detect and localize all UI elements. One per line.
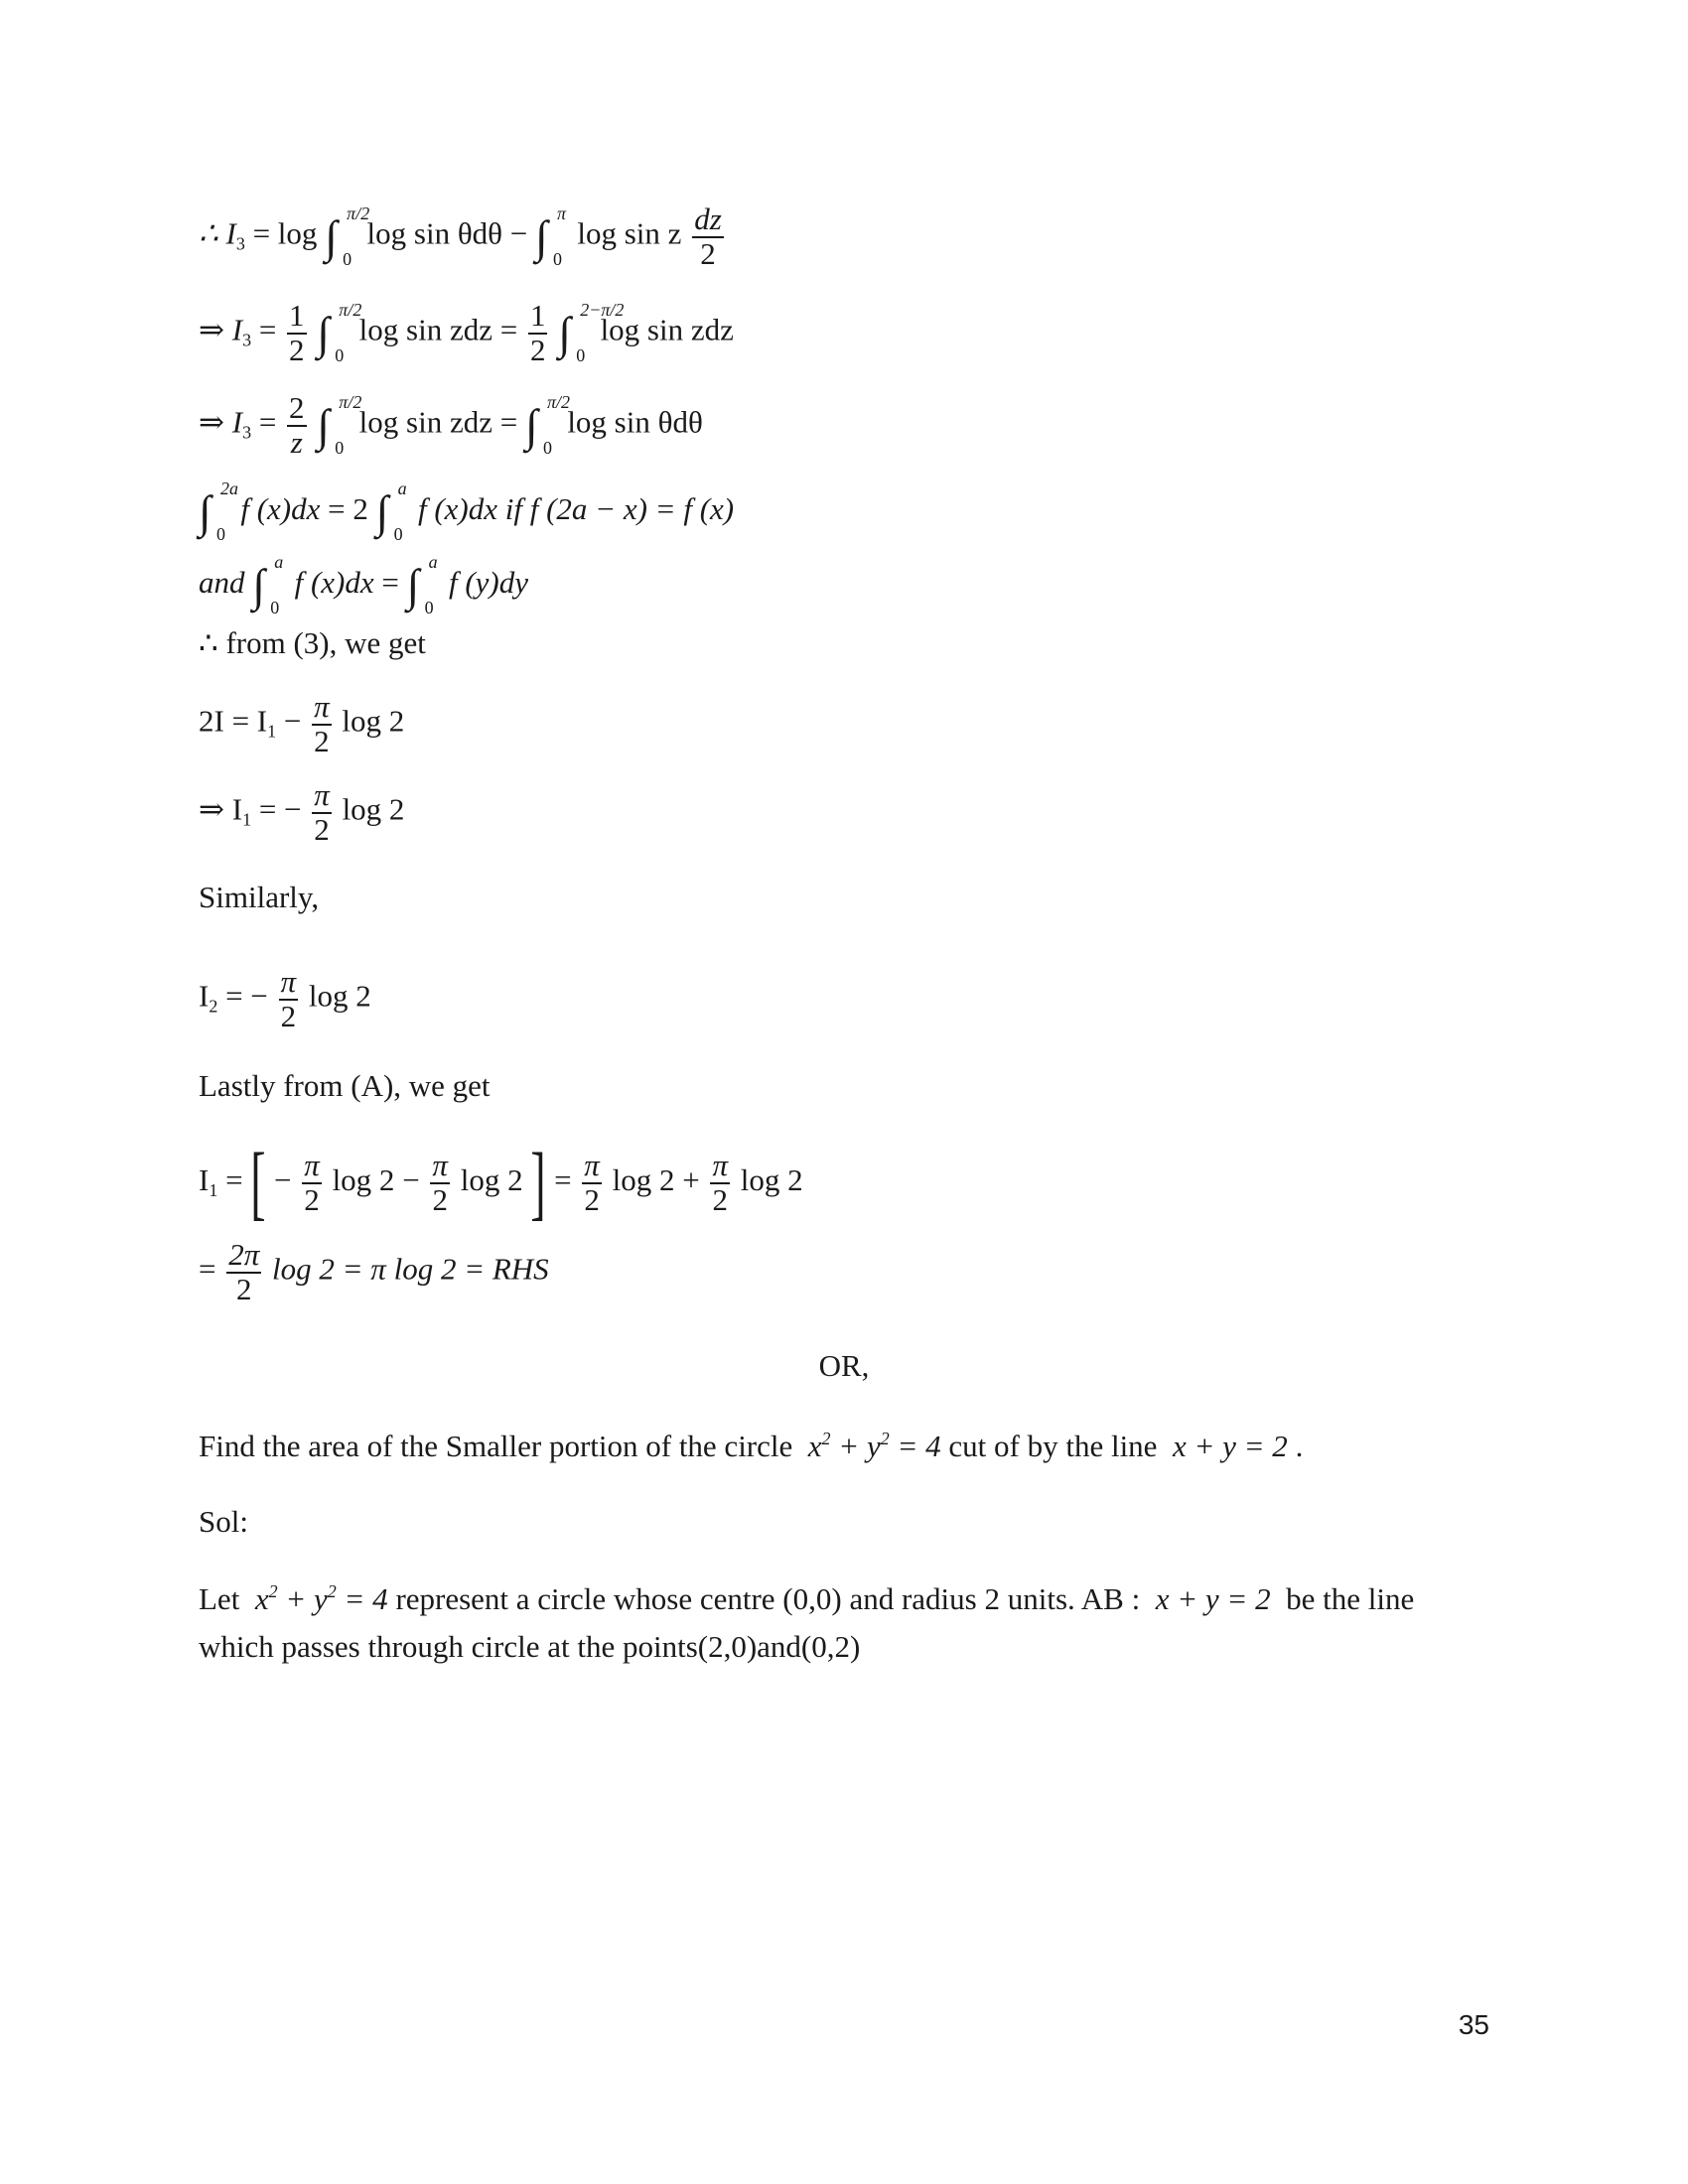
equation-5: and ∫ a 0 f (x)dx = ∫ a 0 f (y)dy [199, 552, 529, 617]
integral-sign: ∫ 2−π/2 0 [558, 299, 625, 365]
solution-line-2: which passes through circle at the points(2,0)and(0,2) [199, 1629, 861, 1664]
integral-sign: ∫ π/2 0 [317, 391, 362, 458]
equation-6: $2I = I_1$ − $\frac{\pi}{2}$ log 2 [199, 689, 405, 758]
fraction: $\frac{\pi}{2}$ [712, 1148, 728, 1217]
integral-sign: ∫ a 0 [406, 552, 438, 617]
solution-line-1: Let $x^2 + y^2 = 4$ represent a circle whose centre (0,0) and radius 2 units. AB : x + y = 2 be the line [199, 1581, 1415, 1616]
text-similarly: Similarly, [199, 880, 320, 914]
fraction: $\frac{1}{2}$ [289, 298, 305, 367]
page-number: 35 [1458, 2009, 1489, 2040]
integral-sign: ∫ 2a 0 [199, 478, 238, 544]
integral-sign: ∫ π/2 0 [325, 203, 370, 269]
integral-sign: ∫ π/2 0 [317, 299, 362, 365]
therefore-symbol: ∴ [199, 215, 218, 251]
equation-8: $I_2$ = − $\frac{\pi}{2}$ log 2 [199, 964, 371, 1033]
fraction: $\frac{\pi}{2}$ [584, 1148, 600, 1217]
fraction: $\frac{\pi}{2}$ [280, 964, 297, 1033]
fraction: $\frac{2}{z}$ [289, 390, 305, 460]
text-or: OR, [818, 1348, 870, 1383]
equation-10: = $\frac{2\pi}{2}$ log 2 = π log 2 = RHS [199, 1237, 549, 1306]
equation-1: ∴ $I_3 = \log$ ∫ π/2 0 log sin θdθ − ∫ π 0 log sin z $\frac{dz}{2}$ [199, 202, 722, 271]
fraction: $\frac{2\pi}{2}$ [228, 1237, 260, 1306]
equation-2: ⇒ $I_3$ = $\frac{1}{2}$ ∫ π/2 0 log sin zdz = $\frac{1}{2}$ ∫ 2−π/2 0 log sin zdz [199, 298, 734, 367]
integral-sign: ∫ a 0 [252, 552, 284, 617]
fraction: $\frac{\pi}{2}$ [314, 689, 330, 758]
integral-sign: ∫ π 0 [535, 203, 567, 269]
equation-9: $I_1$ = [ − $\frac{\pi}{2}$ log 2 − $\frac{\pi}{2}$ log 2 ] = $\frac{\pi}{2}$ log 2 + $\frac{\pi}{2}$ log 2 [199, 1137, 803, 1229]
text-lastly: Lastly from (A), we get [199, 1068, 491, 1103]
fraction: $\frac{\pi}{2}$ [304, 1148, 320, 1217]
text-sol: Sol: [199, 1504, 248, 1539]
fraction: $\frac{\pi}{2}$ [314, 777, 330, 847]
fraction: $\frac{dz}{2}$ [694, 202, 722, 271]
fraction: $\frac{1}{2}$ [529, 298, 546, 367]
integral-sign: ∫ a 0 [375, 478, 407, 544]
right-bracket: ] [530, 1137, 547, 1229]
problem-statement: Find the area of the Smaller portion of the circle $x^2 + y^2 = 4$ cut of by the line x + y = 2 . [199, 1429, 1304, 1463]
left-bracket: [ [250, 1137, 267, 1229]
text-from-3: ∴ from (3), we get [199, 625, 426, 660]
equation-7: ⇒ $I_1$ = − $\frac{\pi}{2}$ log 2 [199, 777, 405, 847]
equation-4: ∫ 2a 0 f (x)dx = 2 ∫ a 0 f (x)dx if f (2a − x) = f (x) [199, 478, 735, 544]
integral-sign: ∫ π/2 0 [524, 391, 570, 458]
equation-3: ⇒ $I_3$ = $\frac{2}{z}$ ∫ π/2 0 log sin zdz = ∫ π/2 0 log sin θdθ [199, 390, 703, 460]
fraction: $\frac{\pi}{2}$ [432, 1148, 448, 1217]
